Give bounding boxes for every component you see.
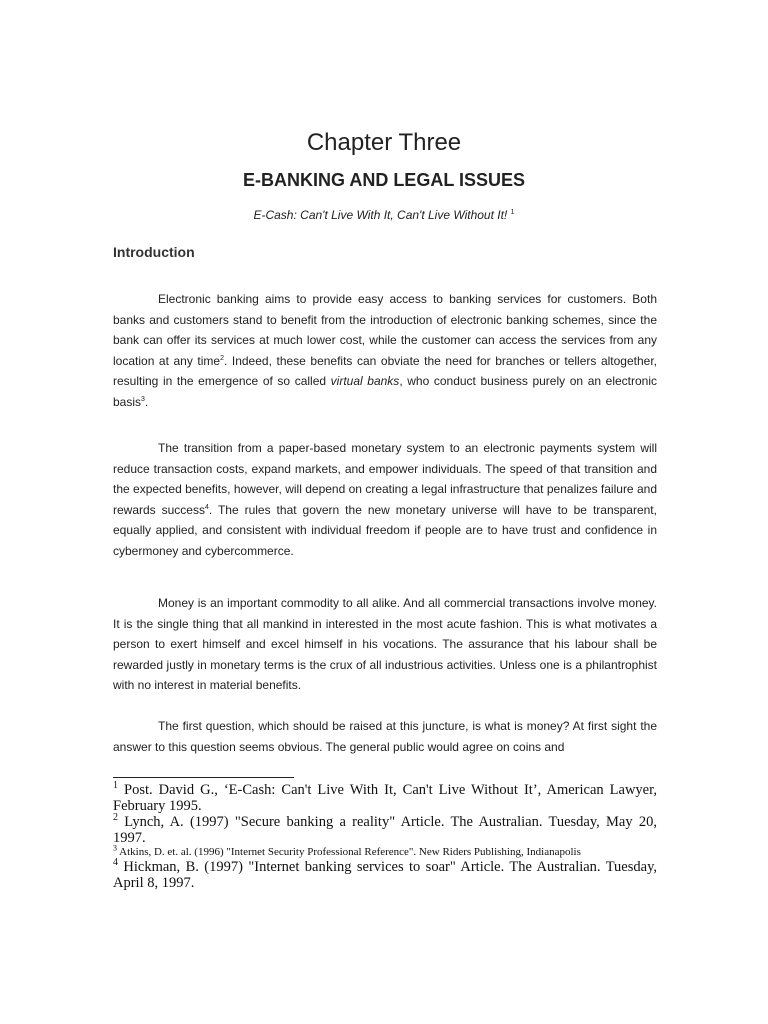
footnote-ref-2[interactable]: 2 — [220, 354, 224, 362]
paragraph-3: Money is an important commodity to all alike. And all commercial transactions involve money. It is the single thing that all mankind in interested in the most acute fashion. This is what motivates a person to exert himself and excel himself in his vocations. The assurance that his labour shall be rewarded justly in monetary terms is the crux of all industrious activities. Unless one is a philantrophist with no interest in material benefits. — [113, 596, 657, 693]
footnote-number: 1 — [113, 780, 118, 792]
footnote-1 — [113, 782, 657, 814]
paragraph-1-emphasis: virtual banks — [330, 374, 400, 389]
footnotes — [113, 782, 657, 891]
footnote-ref-3[interactable]: 3 — [141, 395, 145, 403]
chapter-subtitle: E-BANKING AND LEGAL ISSUES — [242, 170, 526, 190]
epigraph — [0, 206, 768, 224]
footnote-number: 3 — [113, 843, 117, 853]
paragraph-2 — [113, 438, 657, 562]
chapter-title: Chapter Three — [306, 129, 462, 156]
paragraph-1-text-b: . Indeed, these benefits can obviate the need for branches or tellers altogether, resulting in the emergence of so called — [113, 353, 657, 389]
footnote-text: Hickman, B. (1997) "Internet banking services to soar" Article. The Australian. Tuesday, April 8, 1997. — [113, 859, 657, 891]
footnote-ref-4[interactable]: 4 — [204, 503, 209, 511]
footnote-separator — [113, 777, 294, 778]
footnote-text: Post. David G., ‘E-Cash: Can't Live With It, Can't Live Without It’, American Lawyer, February 1995. — [113, 782, 657, 814]
paragraph-2-text-a: The transition from a paper-based monetary system to an electronic payments system will reduce transaction costs, expand markets, and empower individuals. The speed of that transition and the expected benefits, however, will depend on creating a legal infrastructure that penalizes failure and rewards success — [113, 441, 657, 517]
footnote-number: 4 — [113, 857, 118, 869]
footnote-text: Lynch, A. (1997) "Secure banking a reality" Article. The Australian. Tuesday, May 20, 1997. — [113, 814, 657, 846]
footnote-number: 2 — [113, 812, 118, 824]
footnote-4 — [113, 859, 657, 891]
paragraph-1-text-d: . — [144, 394, 149, 409]
footnote-3 — [113, 843, 657, 859]
footnote-2 — [113, 814, 657, 846]
epigraph-text: E-Cash: Can't Live With It, Can't Live Without It! — [253, 208, 508, 222]
paragraph-1 — [113, 289, 657, 413]
section-heading-introduction: Introduction — [113, 244, 195, 260]
epigraph-footnote-ref[interactable]: 1 — [510, 209, 515, 216]
footnote-text: Atkins, D. et. al. (1996) "Internet Security Professional Reference". New Riders Publishing, Indianapolis — [117, 846, 581, 858]
paragraph-2-text-b: . The rules that govern the new monetary universe will have to be transparent, equally applied, and consistent with individual freedom if people are to have trust and confidence in cybermoney and cybercommerce. — [113, 502, 657, 558]
paragraph-1-text-a: Electronic banking aims to provide easy access to banking services for customers. Both banks and customers stand to benefit from the introduction of electronic banking schemes, since the bank can offer its services at much lower cost, while the customer can access the services from any location at any time — [113, 292, 657, 368]
paragraph-1-text-c: , who conduct business purely on an electronic basis — [113, 374, 657, 409]
paragraph-4: The first question, which should be raised at this juncture, is what is money? At first sight the answer to this question seems obvious. The general public would agree on coins and — [113, 719, 657, 754]
